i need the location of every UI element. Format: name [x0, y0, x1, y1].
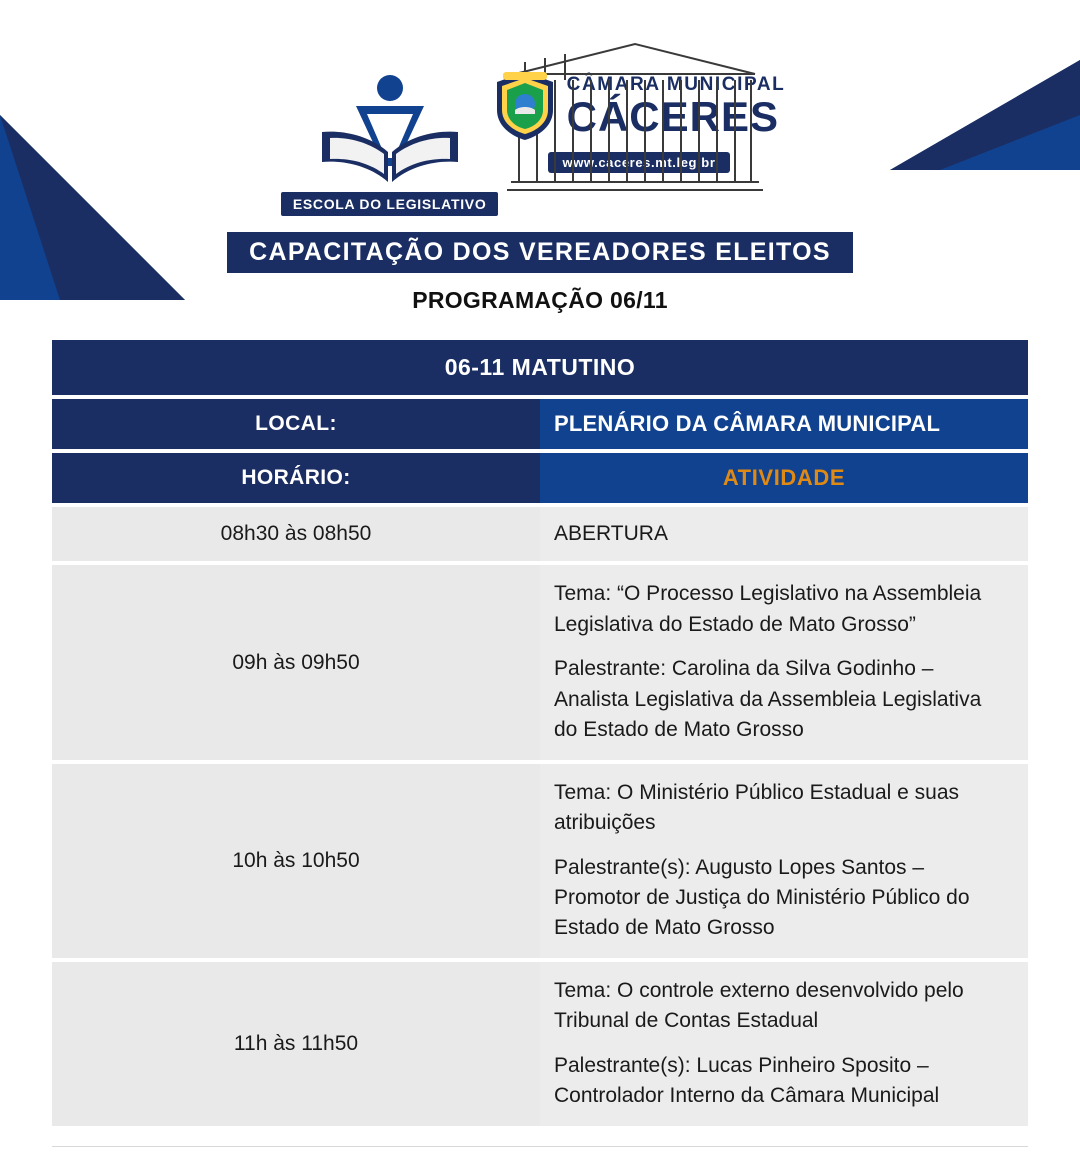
- bottom-divider: [52, 1146, 1028, 1147]
- schedule-table-wrapper: [52, 336, 1028, 1130]
- table-local-row: [52, 399, 1028, 449]
- camara-main-label: CÁCERES: [566, 92, 779, 140]
- row-line: Palestrante(s): Lucas Pinheiro Sposito – Controlador Interno da Câmara Municipal: [554, 1053, 940, 1108]
- escola-do-legislativo-logo: [292, 70, 487, 216]
- table-row: [52, 565, 1028, 759]
- row-time: 10h às 10h50: [52, 764, 540, 958]
- poster-title: CAPACITAÇÃO DOS VEREADORES ELEITOS: [227, 232, 853, 273]
- row-line: Tema: O Ministério Público Estadual e suas atribuições: [554, 780, 960, 835]
- row-time: 11h às 11h50: [52, 962, 540, 1126]
- row-line: Palestrante(s): Augusto Lopes Santos – Promotor de Justiça do Ministério Público do Estado de Mato Grosso: [554, 855, 970, 940]
- band-label: 06-11 MATUTINO: [52, 340, 1028, 395]
- logo-group: [0, 70, 1080, 216]
- table-header-row: [52, 453, 1028, 503]
- table-row: [52, 764, 1028, 958]
- table-row: [52, 507, 1028, 561]
- row-line: ABERTURA: [554, 522, 668, 545]
- camara-top-label: CÂMARA MUNICIPAL: [566, 73, 786, 95]
- row-content: [540, 764, 1028, 958]
- row-content: [540, 962, 1028, 1126]
- schedule-table: [52, 336, 1028, 1130]
- poster-subtitle: PROGRAMAÇÃO 06/11: [412, 287, 668, 313]
- table-row: [52, 962, 1028, 1126]
- row-content: [540, 565, 1028, 759]
- horario-header: HORÁRIO:: [52, 453, 540, 503]
- coat-of-arms-icon: [493, 70, 557, 142]
- local-label: LOCAL:: [52, 399, 540, 449]
- table-band-row: [52, 340, 1028, 395]
- row-time: 09h às 09h50: [52, 565, 540, 759]
- escola-tag-label: ESCOLA DO LEGISLATIVO: [281, 192, 499, 216]
- row-line: Palestrante: Carolina da Silva Godinho – Analista Legislativa da Assembleia Legislativa do Estado de Mato Grosso: [554, 657, 982, 742]
- book-person-icon: [300, 70, 480, 190]
- local-value: PLENÁRIO DA CÂMARA MUNICIPAL: [540, 399, 1028, 449]
- poster-header: [0, 0, 1080, 314]
- row-line: Tema: “O Processo Legislativo na Assembleia Legislativa do Estado de Mato Grosso”: [554, 582, 982, 636]
- row-content: [540, 507, 1028, 561]
- row-line: Tema: O controle externo desenvolvido pelo Tribunal de Contas Estadual: [554, 978, 964, 1033]
- website-label: www.caceres.mt.leg.br: [548, 152, 729, 173]
- camara-municipal-logo: [493, 70, 786, 173]
- atividade-header: ATIVIDADE: [540, 453, 1028, 503]
- row-time: 08h30 às 08h50: [52, 507, 540, 561]
